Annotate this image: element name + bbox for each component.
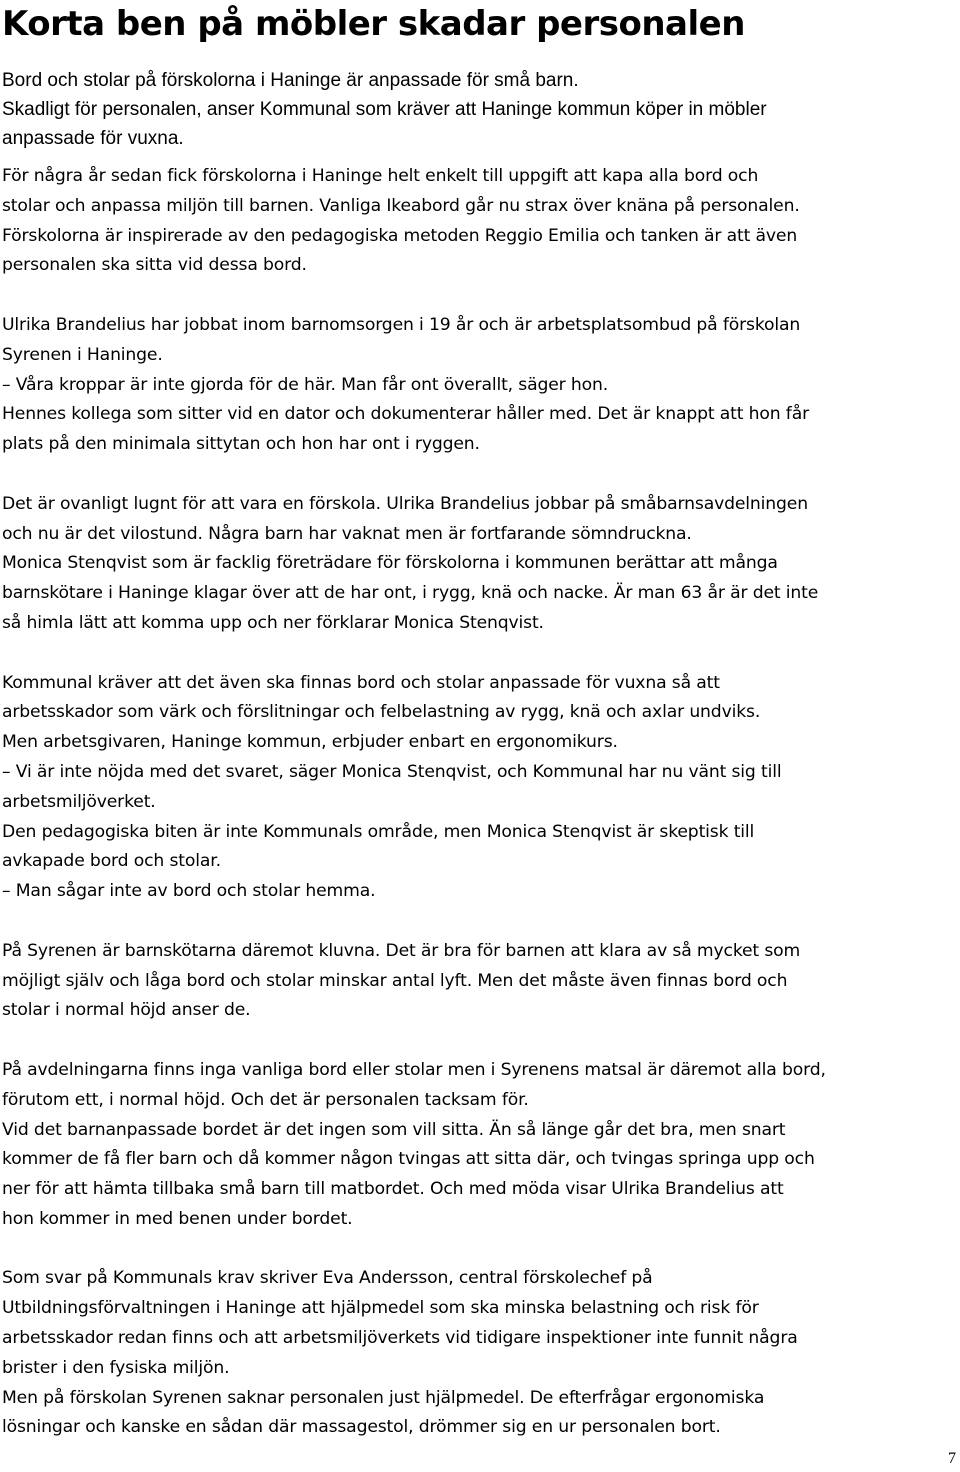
body-line: Det är ovanligt lugnt för att vara en förskola. Ulrika Brandelius jobbar på småbarnsavdelningen <box>2 493 808 514</box>
paragraph-break <box>2 907 954 937</box>
body-line: arbetsskador som värk och förslitningar och felbelastning av rygg, knä och axlar undviks. <box>2 702 761 723</box>
body-line: Hennes kollega som sitter vid en dator och dokumenterar håller med. Det är knappt att hon får <box>2 404 809 425</box>
paragraph-break <box>2 1235 954 1265</box>
body-line: Monica Stenqvist som är facklig företrädare för förskolorna i kommunen berättar att många <box>2 553 778 574</box>
body-line: Syrenen i Haninge. <box>2 344 163 365</box>
body-line: Vid det barnanpassade bordet är det ingen som vill sitta. Än så länge går det bra, men snart <box>2 1119 786 1140</box>
body-line: Men arbetsgivaren, Haninge kommun, erbjuder enbart en ergonomikurs. <box>2 732 618 753</box>
body-line: – Vi är inte nöjda med det svaret, säger Monica Stenqvist, och Kommunal har nu vänt sig till <box>2 761 782 782</box>
body-line: så himla lätt att komma upp och ner förklarar Monica Stenqvist. <box>2 612 544 633</box>
body-line: hon kommer in med benen under bordet. <box>2 1208 353 1229</box>
body-line: avkapade bord och stolar. <box>2 851 221 872</box>
body-line: Den pedagogiska biten är inte Kommunals område, men Monica Stenqvist är skeptisk till <box>2 821 755 842</box>
paragraph-break <box>2 281 954 311</box>
body-line: Som svar på Kommunals krav skriver Eva Andersson, central förskolechef på <box>2 1268 653 1289</box>
body-line: Förskolorna är inspirerade av den pedagogiska metoden Reggio Emilia och tanken är att även <box>2 225 798 246</box>
lead-line: anpassade för vuxna. <box>2 128 184 149</box>
page-number: 7 <box>948 1450 956 1467</box>
paragraph-break <box>2 639 954 669</box>
body-line: – Våra kroppar är inte gjorda för de här. Man får ont överallt, säger hon. <box>2 374 609 395</box>
body-line: möjligt själv och låga bord och stolar minskar antal lyft. Men det måste även finnas bord och <box>2 970 788 991</box>
body-line: och nu är det vilostund. Några barn har vaknat men är fortfarande sömndruckna. <box>2 523 692 544</box>
article-body <box>2 162 954 1443</box>
body-line: lösningar och kanske en sådan där massagestol, drömmer sig en ur personalen bort. <box>2 1417 721 1438</box>
body-line: förutom ett, i normal höjd. Och det är personalen tacksam för. <box>2 1089 529 1110</box>
article-title: Korta ben på möbler skadar personalen <box>2 4 745 44</box>
paragraph-break <box>2 1026 954 1056</box>
body-line: personalen ska sitta vid dessa bord. <box>2 255 307 276</box>
body-line: brister i den fysiska miljön. <box>2 1357 230 1378</box>
paragraph-break <box>2 460 954 490</box>
body-line: plats på den minimala sittytan och hon har ont i ryggen. <box>2 434 480 455</box>
body-line: kommer de få fler barn och då kommer någon tvingas att sitta där, och tvingas springa upp och <box>2 1149 815 1170</box>
body-line: Utbildningsförvaltningen i Haninge att hjälpmedel som ska minska belastning och risk för <box>2 1298 759 1319</box>
body-line: arbetsskador redan finns och att arbetsmiljöverkets vid tidigare inspektioner inte funnit några <box>2 1328 798 1349</box>
body-line: På avdelningarna finns inga vanliga bord eller stolar men i Syrenens matsal är däremot alla bord, <box>2 1059 826 1080</box>
article-lead <box>2 66 952 153</box>
lead-line: Bord och stolar på förskolorna i Haninge är anpassade för små barn. <box>2 70 579 91</box>
body-line: stolar i normal höjd anser de. <box>2 1000 251 1021</box>
body-line: ner för att hämta tillbaka små barn till matbordet. Och med möda visar Ulrika Brandelius att <box>2 1179 784 1200</box>
body-line: Kommunal kräver att det även ska finnas bord och stolar anpassade för vuxna så att <box>2 672 720 693</box>
body-line: För några år sedan fick förskolorna i Haninge helt enkelt till uppgift att kapa alla bord och <box>2 166 759 186</box>
body-line: Men på förskolan Syrenen saknar personalen just hjälpmedel. De efterfrågar ergonomiska <box>2 1387 765 1408</box>
lead-line: Skadligt för personalen, anser Kommunal som kräver att Haninge kommun köper in möbler <box>2 99 767 120</box>
body-line: – Man sågar inte av bord och stolar hemma. <box>2 881 376 902</box>
body-line: På Syrenen är barnskötarna däremot kluvna. Det är bra för barnen att klara av så mycket som <box>2 940 801 961</box>
body-line: stolar och anpassa miljön till barnen. Vanliga Ikeabord går nu strax över knäna på personalen. <box>2 195 800 216</box>
body-line: barnskötare i Haninge klagar över att de har ont, i rygg, knä och nacke. Är man 63 år är det inte <box>2 583 819 604</box>
body-line: Ulrika Brandelius har jobbat inom barnomsorgen i 19 år och är arbetsplatsombud på förskolan <box>2 314 801 335</box>
body-line: arbetsmiljöverket. <box>2 791 156 812</box>
